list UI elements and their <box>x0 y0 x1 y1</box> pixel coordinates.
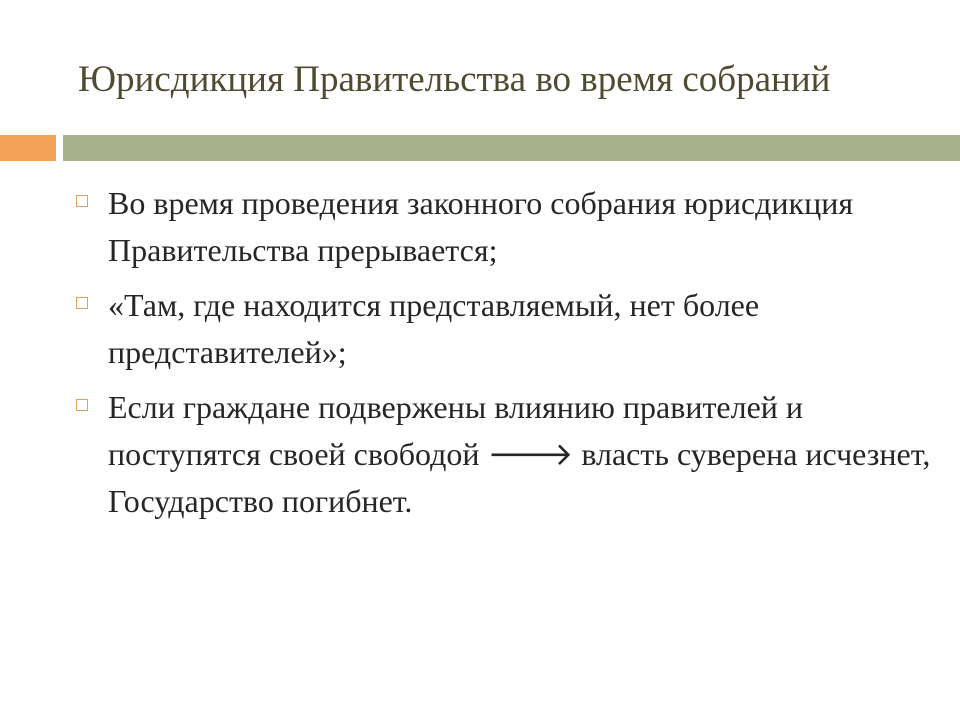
slide-title: Юрисдикция Правительства во время собраний <box>78 59 831 100</box>
bullet-list <box>76 180 936 533</box>
square-bullet-icon <box>76 399 88 411</box>
bullet-item <box>76 282 936 376</box>
bullet-text: Во время проведения законного собрания юрисдикция Правительства прерывается; <box>108 185 854 268</box>
accent-bar-green <box>63 135 960 161</box>
bullet-text: «Там, где находится представляемый, нет более представителей»; <box>108 287 760 370</box>
square-bullet-icon <box>76 297 88 309</box>
bullet-text: Если граждане подвержены влиянию правителей и поступятся своей свободой 🡒 власть суверена исчезнет, Государство погибнет. <box>108 389 931 519</box>
square-bullet-icon <box>76 195 88 207</box>
bullet-item <box>76 180 936 274</box>
accent-bar-orange <box>0 135 56 161</box>
bullet-item <box>76 384 936 525</box>
